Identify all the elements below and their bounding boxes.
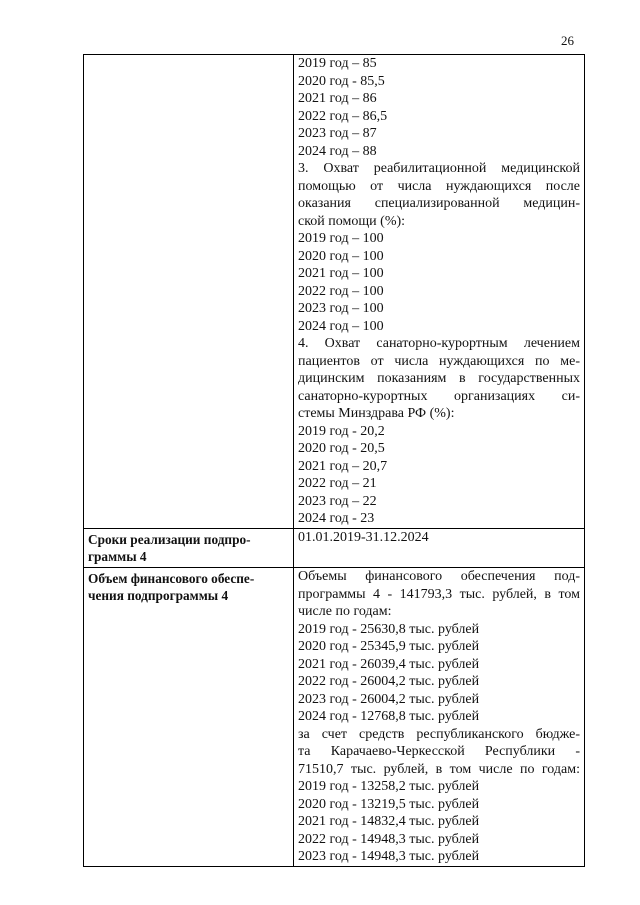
text-line: 2022 год - 26004,2 тыс. рублей bbox=[298, 674, 480, 689]
text-line: граммы 4 bbox=[88, 549, 147, 564]
text-line: 2024 год - 23 bbox=[298, 511, 375, 526]
row-value bbox=[294, 568, 584, 866]
row-label-cell bbox=[84, 529, 294, 568]
text-line: дицинским показаниям в государственных bbox=[298, 371, 580, 386]
text-line: 2024 год – 88 bbox=[298, 143, 377, 159]
text-line: 2024 год - 12768,8 тыс. рублей bbox=[298, 709, 480, 724]
table-row-implementation-period bbox=[84, 529, 585, 568]
text-line: 4. Охват санаторно-курортным лечением bbox=[298, 336, 580, 351]
text-line: 2024 год – 100 bbox=[298, 318, 384, 334]
text-line: 2023 год – 100 bbox=[298, 301, 384, 316]
text-line: 2023 год - 26004,2 тыс. рублей bbox=[298, 691, 480, 707]
row-label bbox=[84, 529, 293, 567]
text-line: 2022 год – 86,5 bbox=[298, 108, 388, 124]
text-line: стемы Минздрава РФ (%): bbox=[298, 406, 455, 421]
text-line: 2022 год - 14948,3 тыс. рублей bbox=[298, 831, 480, 847]
row-label bbox=[84, 55, 293, 59]
row-label bbox=[84, 568, 293, 606]
text-line: 2020 год - 25345,9 тыс. рублей bbox=[298, 639, 480, 654]
text-line: 2021 год – 86 bbox=[298, 91, 377, 106]
subprogram-passport-table bbox=[83, 54, 585, 867]
text-line: 2022 год – 100 bbox=[298, 283, 384, 299]
text-line: 2019 год - 25630,8 тыс. рублей bbox=[298, 621, 480, 637]
text-line: та Карачаево-Черкесской Республики - bbox=[298, 744, 580, 759]
text-line: 2023 год – 22 bbox=[298, 493, 377, 509]
text-line: 3. Охват реабилитационной медицинской bbox=[298, 161, 580, 176]
text-line: 2022 год – 21 bbox=[298, 476, 377, 491]
text-line: Объем финансового обеспе- bbox=[88, 571, 255, 586]
text-line: числе по годам: bbox=[298, 604, 392, 619]
text-line: 01.01.2019-31.12.2024 bbox=[298, 530, 429, 545]
text-line: 2019 год - 13258,2 тыс. рублей bbox=[298, 779, 480, 794]
text-line: 2023 год - 14948,3 тыс. рублей bbox=[298, 849, 480, 864]
text-line: 2020 год – 100 bbox=[298, 248, 384, 264]
text-line: 2020 год - 13219,5 тыс. рублей bbox=[298, 796, 480, 812]
page-number: 26 bbox=[561, 33, 574, 48]
text-line: 2021 год - 14832,4 тыс. рублей bbox=[298, 814, 480, 829]
row-value-cell bbox=[294, 529, 585, 568]
row-label-cell bbox=[84, 568, 294, 867]
text-line: оказания специализированной медицин- bbox=[298, 196, 580, 211]
row-value-cell bbox=[294, 568, 585, 867]
text-line: 2021 год – 100 bbox=[298, 266, 384, 281]
text-line: 2021 год - 26039,4 тыс. рублей bbox=[298, 656, 480, 672]
text-line: 2020 год - 85,5 bbox=[298, 73, 385, 89]
row-label-cell bbox=[84, 55, 294, 529]
row-value bbox=[294, 529, 584, 547]
text-line: чения подпрограммы 4 bbox=[88, 588, 229, 603]
text-line: программы 4 - 141793,3 тыс. рублей, в том bbox=[298, 586, 580, 602]
text-line: 2021 год – 20,7 bbox=[298, 458, 388, 474]
text-line: пациентов от числа нуждающихся по ме- bbox=[298, 353, 580, 369]
row-value-cell bbox=[294, 55, 585, 529]
text-line: санаторно-курортных организациях си- bbox=[298, 388, 580, 404]
row-value bbox=[294, 55, 584, 528]
table-row-indicators bbox=[84, 55, 585, 529]
text-line: 2023 год – 87 bbox=[298, 126, 377, 141]
text-line: 2019 год – 85 bbox=[298, 56, 377, 71]
table-row-financing bbox=[84, 568, 585, 867]
text-line: Сроки реализации подпро- bbox=[88, 532, 251, 547]
text-line: 71510,7 тыс. рублей, в том числе по годам: bbox=[298, 761, 580, 777]
text-line: помощью от числа нуждающихся после bbox=[298, 178, 580, 194]
text-line: ской помощи (%): bbox=[298, 213, 406, 229]
text-line: за счет средств республиканского бюдже- bbox=[298, 726, 580, 742]
text-line: 2019 год – 100 bbox=[298, 231, 384, 246]
text-line: 2019 год - 20,2 bbox=[298, 423, 385, 439]
text-line: 2020 год - 20,5 bbox=[298, 441, 385, 456]
text-line: Объемы финансового обеспечения под- bbox=[298, 569, 580, 584]
